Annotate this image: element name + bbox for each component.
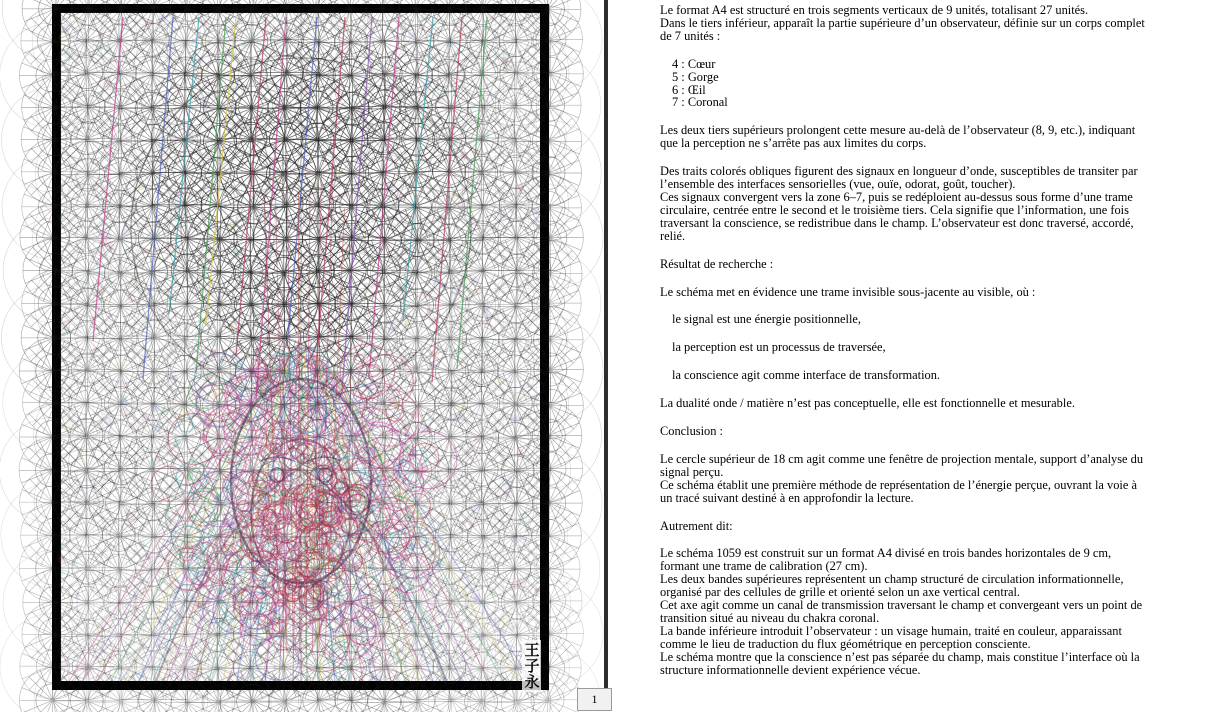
text-line: Dans le tiers inférieur, apparaît la partie supérieure d’un observateur, définie sur un corps complet de 7 unités : — [660, 15, 1145, 43]
text-gap — [660, 532, 1152, 547]
text-line: Ce schéma établit une première méthode de représentation de l’énergie perçue, ouvrant la voie à un tracé suivant destiné à en approfondir la lecture. — [660, 477, 1137, 505]
page-number-box — [577, 688, 612, 711]
artwork-signature-char: 王 — [524, 643, 540, 659]
text-line: Cet axe agit comme un canal de transmission traversant le champ et convergeant vers un point de transition situé au niveau du chakra coronal. — [660, 598, 1143, 625]
artwork-signature-char: 永 — [524, 675, 540, 691]
text-line: Le schéma 1059 est construit sur un format A4 divisé en trois bandes horizontales de 9 cm, formant une trame de calibration (27 cm). — [660, 546, 1112, 574]
artwork-signature-char: 子 — [524, 659, 540, 675]
text-line: Conclusion : — [660, 424, 723, 439]
text-gap — [660, 150, 1152, 165]
text-line: La bande inférieure introduit l’observateur : un visage humain, traité en couleur, apparaissant comme le lieu de traduction du flux géométrique en perception consciente. — [660, 623, 1122, 651]
text-line: Le format A4 est structuré en trois segments verticaux de 9 unités, totalisant 27 unités. — [660, 3, 1089, 17]
text-line: Le schéma met en évidence une trame invisible sous-jacente au visible, où : — [660, 284, 1036, 299]
text-gap — [660, 109, 1152, 124]
text-gap — [660, 354, 1152, 369]
page-divider — [604, 0, 608, 689]
text-line: Des traits colorés obliques figurent des signaux en longueur d’onde, susceptibles de transiter par l’ensemble des interfaces sensorielles (vue, ouïe, odorat, goût, toucher). — [660, 164, 1138, 192]
text-line: La dualité onde / matière n’est pas conceptuelle, elle est fonctionnelle et mesurable. — [660, 396, 1075, 411]
text-gap — [660, 505, 1152, 520]
document-text[interactable] — [660, 4, 1152, 677]
text-gap — [660, 438, 1152, 453]
artwork-figure — [52, 4, 549, 690]
text-line: 6 : Œil — [672, 82, 706, 97]
text-line: Les deux bandes supérieures représentent un champ structuré de circulation informationnelle, organisé par des cellules de grille et orienté selon un axe vertical central. — [660, 572, 1124, 600]
text-gap — [660, 43, 1152, 58]
text-gap — [660, 271, 1152, 286]
text-line: Le cercle supérieur de 18 cm agit comme une fenêtre de projection mentale, support d’analyse du signal perçu. — [660, 451, 1144, 479]
text-line: Autrement dit: — [660, 518, 733, 533]
text-line: le signal est une énergie positionnelle, — [672, 312, 862, 327]
text-line: Résultat de recherche : — [660, 256, 774, 271]
text-line: la conscience agit comme interface de transformation. — [672, 368, 940, 383]
text-gap — [660, 326, 1152, 341]
text-line: Les deux tiers supérieurs prolongent cette mesure au-delà de l’observateur (8, 9, etc.), indiquant que la perception ne s’arrête pas aux limites du corps. — [660, 123, 1136, 151]
text-gap — [660, 382, 1152, 397]
page-number-label: 1 — [591, 692, 598, 706]
text-gap — [660, 298, 1152, 313]
text-line: 7 : Coronal — [672, 95, 728, 110]
text-gap — [660, 410, 1152, 425]
text-gap — [660, 243, 1152, 258]
text-line: Ces signaux convergent vers la zone 6–7, puis se redéploient au-dessus sous forme d’une trame circulaire, centrée entre le second et le troisième tiers. Cela signifie que l’information, une fois traversant la conscience, se redistribue dans le champ. L’observateur est donc traversé, accordé, relié. — [660, 189, 1134, 243]
artwork-svg — [61, 13, 540, 691]
text-line: 4 : Cœur — [672, 56, 716, 71]
text-line: 5 : Gorge — [672, 69, 719, 84]
text-line: Le schéma montre que la conscience n’est pas séparée du champ, mais constitue l’interface où la structure informationnelle devient expérience vécue. — [660, 649, 1140, 677]
text-line: la perception est un processus de traversée, — [672, 340, 886, 355]
